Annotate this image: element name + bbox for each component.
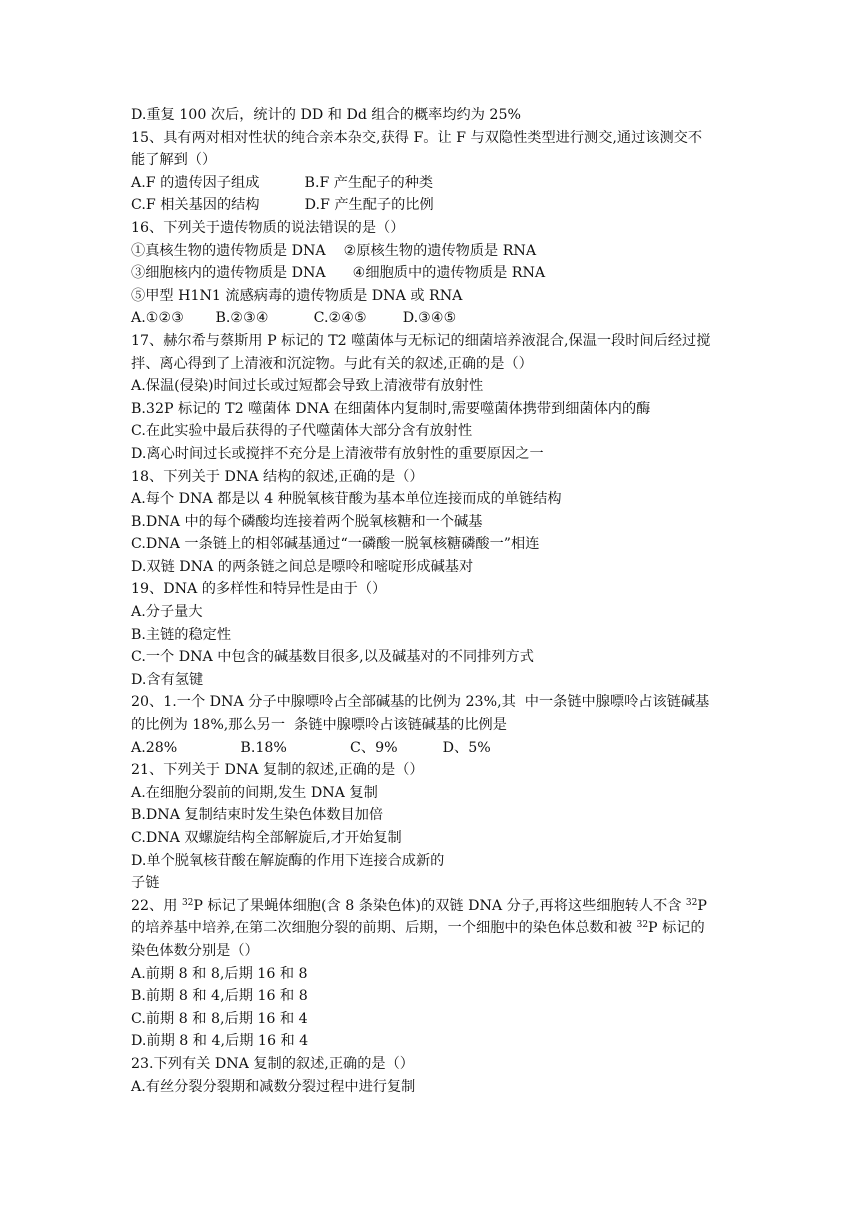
text-line: 能了解到（）	[131, 152, 217, 169]
option-line: D.单个脱氧核苷酸在解旋酶的作用下连接合成新的	[131, 852, 445, 869]
option-line: D.前期 8 和 4,后期 16 和 4	[131, 1033, 309, 1050]
option-line: A.前期 8 和 8,后期 16 和 8	[131, 965, 308, 982]
option-line: D.离心时间过长或搅拌不充分是上清液带有放射性的重要原因之一	[131, 445, 544, 462]
text-line: ③细胞核内的遗传物质是 DNA ④细胞质中的遗传物质是 RNA	[131, 265, 546, 282]
option-line: B.主链的稳定性	[131, 626, 232, 643]
option-line: C.在此实验中最后获得的子代噬菌体大部分含有放射性	[131, 423, 473, 440]
text-line: 拌、离心得到了上清液和沉淀物。与此有关的叙述,正确的是（）	[131, 355, 533, 372]
text-line: ①真核生物的遗传物质是 DNA ②原核生物的遗传物质是 RNA	[131, 242, 537, 259]
option-line: B.DNA 中的每个磷酸均连接着两个脱氧核糖和一个碱基	[131, 513, 483, 530]
superscript: 32	[685, 897, 698, 908]
option-line: D.含有氢键	[131, 671, 204, 688]
option-line: B.32P 标记的 T2 噬菌体 DNA 在细菌体内复制时,需要噬菌体携带到细菌体内的酶	[131, 400, 651, 417]
text-run: P 标记的	[648, 920, 705, 937]
option-line: B.DNA 复制结束时发生染色体数目加倍	[131, 807, 384, 824]
options-line: C.F 相关基因的结构 D.F 产生配子的比例	[131, 197, 434, 214]
option-line: B.前期 8 和 4,后期 16 和 8	[131, 988, 308, 1005]
option-line: A.保温(侵染)时间过长或过短都会导致上清液带有放射性	[131, 378, 484, 395]
question-20-stem: 20、1.一个 DNA 分子中腺嘌呤占全部碱基的比例为 23%,其 中一条链中腺嘌呤占该链碱基	[131, 694, 710, 711]
text-line: 子链	[131, 875, 160, 892]
superscript: 32	[636, 920, 649, 931]
options-line: A.F 的遗传因子组成 B.F 产生配子的种类	[131, 174, 434, 191]
question-17-stem: 17、赫尔希与蔡斯用 P 标记的 T2 噬菌体与无标记的细菌培养液混合,保温一段时间后经过搅	[131, 332, 711, 349]
option-line: D.双链 DNA 的两条链之间总是嘌呤和嘧啶形成碱基对	[131, 558, 474, 575]
text-run: P	[697, 897, 707, 914]
text-run: 的培养基中培养,在第二次细胞分裂的前期、后期，一个细胞中的染色体总数和被	[131, 920, 637, 937]
question-21-stem: 21、下列关于 DNA 复制的叙述,正确的是（）	[131, 762, 424, 779]
question-22-stem	[131, 895, 741, 918]
question-23-stem: 23.下列有关 DNA 复制的叙述,正确的是（）	[131, 1055, 414, 1072]
option-line: C.前期 8 和 8,后期 16 和 4	[131, 1010, 308, 1027]
question-15-stem: 15、具有两对相对性状的纯合亲本杂交,获得 F。让 F 与双隐性类型进行测交,通过该测交不	[131, 129, 703, 146]
question-16-stem: 16、下列关于遗传物质的说法错误的是（）	[131, 219, 405, 236]
option-line: A.在细胞分裂前的间期,发生 DNA 复制	[131, 784, 378, 801]
option-line: A.分子量大	[131, 604, 203, 621]
text-line: ⑤甲型 H1N1 流感病毒的遗传物质是 DNA 或 RNA	[131, 287, 463, 304]
question-19-stem: 19、DNA 的多样性和特异性是由于（）	[131, 581, 387, 598]
document-page	[131, 104, 741, 1098]
text-run: 22、用	[131, 897, 182, 914]
text-run: P 标记了果蝇体细胞(含 8 条染色体)的双链 DNA 分子,再将这些细胞转人不含	[193, 897, 686, 914]
option-line: C.DNA 双螺旋结构全部解旋后,才开始复制	[131, 830, 402, 846]
text-line: D.重复 100 次后，统计的 DD 和 Dd 组合的概率均约为 25%	[131, 107, 521, 123]
text-line: 染色体数分别是（）	[131, 942, 259, 959]
option-line: C.一个 DNA 中包含的碱基数目很多,以及碱基对的不同排列方式	[131, 649, 534, 666]
option-line: C.DNA 一条链上的相邻碱基通过“一磷酸一脱氧核糖磷酸一”相连	[131, 536, 540, 553]
text-line	[131, 917, 741, 940]
superscript: 32	[181, 897, 194, 908]
question-18-stem: 18、下列关于 DNA 结构的叙述,正确的是（）	[131, 468, 424, 485]
options-line: A.①②③ B.②③④ C.②④⑤ D.③④⑤	[131, 310, 457, 327]
option-line: A.每个 DNA 都是以 4 种脱氧核苷酸为基本单位连接而成的单链结构	[131, 491, 562, 508]
options-line: A.28% B.18% C、9% D、5%	[131, 739, 491, 756]
text-line: 的比例为 18%,那么另一 条链中腺嘌呤占该链碱基的比例是	[131, 717, 507, 734]
option-line: A.有丝分裂分裂期和减数分裂过程中进行复制	[131, 1078, 416, 1095]
